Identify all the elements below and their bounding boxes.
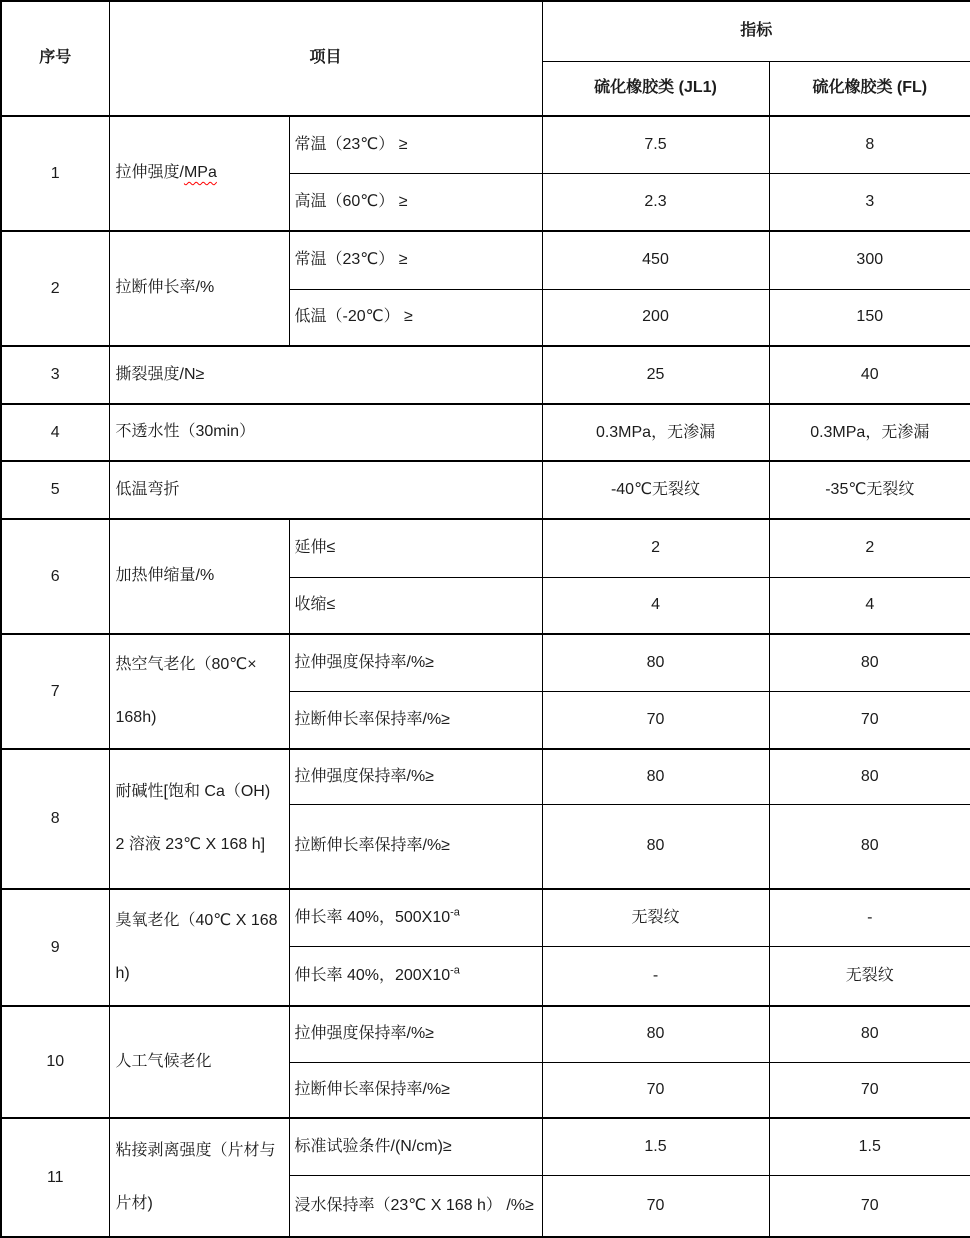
sub-item-cell: 拉断伸长率保持率/%≥	[289, 1062, 542, 1118]
item-cell: 臭氧老化（40℃ X 168 h)	[109, 889, 289, 1006]
sub-item-cell: 高温（60℃） ≥	[289, 173, 542, 231]
value-cell-fl: 无裂纹	[769, 946, 970, 1006]
seq-cell: 7	[1, 634, 109, 749]
table-row	[1, 749, 970, 804]
value-cell-fl: 40	[769, 346, 970, 404]
sub-item-cell: 拉断伸长率保持率/%≥	[289, 804, 542, 889]
table-row	[1, 634, 970, 691]
sub-item-cell: 拉断伸长率保持率/%≥	[289, 691, 542, 749]
value-cell-jl1: 0.3MPa，无渗漏	[542, 404, 769, 461]
seq-cell: 5	[1, 461, 109, 519]
value-cell-fl: 8	[769, 116, 970, 173]
value-cell-jl1: 25	[542, 346, 769, 404]
value-cell-fl: 70	[769, 1175, 970, 1237]
sub-item-cell: 浸水保持率（23℃ X 168 h） /%≥	[289, 1175, 542, 1237]
value-cell-fl: 80	[769, 804, 970, 889]
item-cell: 热空气老化（80℃× 168h)	[109, 634, 289, 749]
table-row	[1, 1006, 970, 1062]
value-cell-jl1: 70	[542, 1062, 769, 1118]
value-cell-jl1: 2.3	[542, 173, 769, 231]
seq-cell: 10	[1, 1006, 109, 1118]
header-col-fl: 硫化橡胶类 (FL)	[769, 61, 970, 116]
table-row	[1, 1118, 970, 1175]
value-cell-fl: 3	[769, 173, 970, 231]
value-cell-jl1: -	[542, 946, 769, 1006]
header-item: 项目	[109, 1, 542, 116]
value-cell-jl1: 80	[542, 1006, 769, 1062]
seq-cell: 3	[1, 346, 109, 404]
item-cell: 低温弯折	[109, 461, 542, 519]
value-cell-fl: 150	[769, 289, 970, 346]
superscript-text: -a	[450, 964, 460, 977]
value-cell-jl1: 70	[542, 1175, 769, 1237]
sub-item-cell: 常温（23℃） ≥	[289, 231, 542, 289]
table-row	[1, 346, 970, 404]
value-cell-jl1: 2	[542, 519, 769, 577]
seq-cell: 4	[1, 404, 109, 461]
value-cell-jl1: 450	[542, 231, 769, 289]
seq-cell: 8	[1, 749, 109, 889]
value-cell-fl: 70	[769, 1062, 970, 1118]
item-cell: 人工气候老化	[109, 1006, 289, 1118]
sub-item-cell: 收缩≤	[289, 577, 542, 634]
value-cell-jl1: 200	[542, 289, 769, 346]
value-cell-jl1: 80	[542, 804, 769, 889]
seq-cell: 11	[1, 1118, 109, 1237]
seq-cell: 9	[1, 889, 109, 1006]
item-cell: 撕裂强度/N≥	[109, 346, 542, 404]
value-cell-jl1: 7.5	[542, 116, 769, 173]
item-cell: 加热伸缩量/%	[109, 519, 289, 634]
sub-item-cell: 拉伸强度保持率/%≥	[289, 749, 542, 804]
seq-cell: 1	[1, 116, 109, 231]
sub-item-cell: 拉伸强度保持率/%≥	[289, 1006, 542, 1062]
value-cell-fl: 300	[769, 231, 970, 289]
value-cell-jl1: 4	[542, 577, 769, 634]
value-cell-fl: 80	[769, 1006, 970, 1062]
value-cell-fl: 70	[769, 691, 970, 749]
value-cell-fl: -	[769, 889, 970, 946]
header-col-jl1: 硫化橡胶类 (JL1)	[542, 61, 769, 116]
sub-item-cell: 常温（23℃） ≥	[289, 116, 542, 173]
sub-item-cell: 低温（-20℃） ≥	[289, 289, 542, 346]
sub-item-cell: 标准试验条件/(N/cm)≥	[289, 1118, 542, 1175]
value-cell-jl1: 80	[542, 634, 769, 691]
item-cell: 不透水性（30min）	[109, 404, 542, 461]
header-no: 序号	[1, 1, 109, 116]
table-row	[1, 519, 970, 577]
value-cell-fl: 1.5	[769, 1118, 970, 1175]
sub-item-cell	[289, 946, 542, 1006]
value-cell-jl1: 80	[542, 749, 769, 804]
value-cell-fl: 2	[769, 519, 970, 577]
sub-item-text: 伸长率 40%，200X10	[294, 966, 451, 984]
table-row	[1, 116, 970, 173]
item-cell	[109, 116, 289, 231]
value-cell-fl: 0.3MPa，无渗漏	[769, 404, 970, 461]
sub-item-cell	[289, 889, 542, 946]
item-text: 拉伸强度/	[115, 164, 184, 182]
table-row	[1, 404, 970, 461]
value-cell-fl: 4	[769, 577, 970, 634]
value-cell-fl: 80	[769, 749, 970, 804]
spellcheck-wavy-text: MPa	[183, 164, 217, 182]
table-row	[1, 461, 970, 519]
value-cell-jl1: 无裂纹	[542, 889, 769, 946]
table-row	[1, 231, 970, 289]
superscript-text: -a	[450, 906, 460, 919]
seq-cell: 2	[1, 231, 109, 346]
item-cell: 耐碱性[饱和 Ca（OH) 2 溶液 23℃ X 168 h]	[109, 749, 289, 889]
value-cell-jl1: -40℃无裂纹	[542, 461, 769, 519]
sub-item-text: 伸长率 40%，500X10	[294, 908, 451, 926]
table-header-row-1	[1, 1, 970, 61]
header-index: 指标	[542, 1, 970, 61]
sub-item-cell: 拉伸强度保持率/%≥	[289, 634, 542, 691]
value-cell-fl: 80	[769, 634, 970, 691]
value-cell-jl1: 1.5	[542, 1118, 769, 1175]
sub-item-cell: 延伸≤	[289, 519, 542, 577]
value-cell-fl: -35℃无裂纹	[769, 461, 970, 519]
seq-cell: 6	[1, 519, 109, 634]
item-cell: 拉断伸长率/%	[109, 231, 289, 346]
table-row	[1, 889, 970, 946]
value-cell-jl1: 70	[542, 691, 769, 749]
item-cell: 粘接剥离强度（片材与片材)	[109, 1118, 289, 1237]
